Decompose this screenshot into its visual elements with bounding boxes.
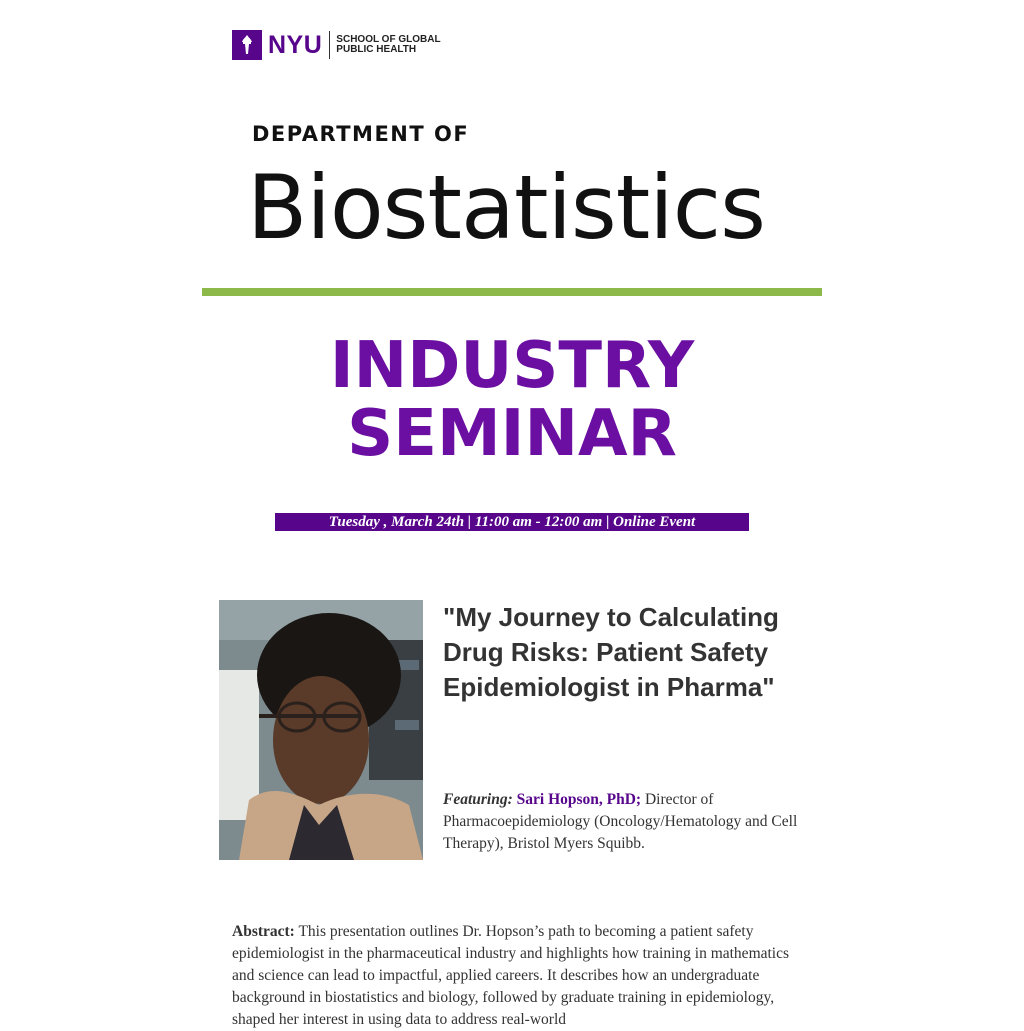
logo-school-line2: PUBLIC HEALTH	[336, 44, 417, 55]
seminar-line2: SEMINAR	[347, 397, 677, 471]
abstract-text: This presentation outlines Dr. Hopson’s path to becoming a patient safety epidemiologist in the pharmaceutical industry and highlights how training in mathematics and science can lead to impactful, applied careers. It describes how an undergraduate background in biostatistics and biology, followed by graduate training in epidemiology, shaped her interest in using data to address real-world	[232, 923, 790, 1028]
department-title: Biostatistics	[247, 156, 765, 259]
nyu-logo	[232, 30, 441, 60]
torch-icon	[232, 30, 262, 60]
logo-school-name	[336, 35, 440, 55]
logo-school-line1: SCHOOL OF GLOBAL	[336, 34, 441, 45]
abstract-label: Abstract:	[232, 923, 295, 940]
speaker-description: Director of Pharmacoepidemiology (Oncology/Hematology and Cell Therapy), Bristol Myers Squibb.	[443, 791, 798, 852]
seminar-heading	[0, 329, 1024, 471]
speaker-info	[443, 789, 813, 855]
speaker-name: Sari Hopson, PhD;	[516, 791, 642, 808]
divider-bar	[202, 288, 822, 296]
abstract	[232, 921, 802, 1031]
talk-title: "My Journey to Calculating Drug Risks: Patient Safety Epidemiologist in Pharma"	[443, 602, 779, 702]
department-label: DEPARTMENT OF	[252, 122, 470, 146]
logo-divider	[329, 31, 330, 59]
speaker-photo	[219, 600, 423, 860]
seminar-line1: INDUSTRY	[329, 329, 695, 403]
featuring-label: Featuring:	[443, 791, 513, 808]
logo-nyu-text: NYU	[268, 31, 323, 59]
event-details-banner: Tuesday , March 24th | 11:00 am - 12:00 am | Online Event	[275, 513, 749, 531]
